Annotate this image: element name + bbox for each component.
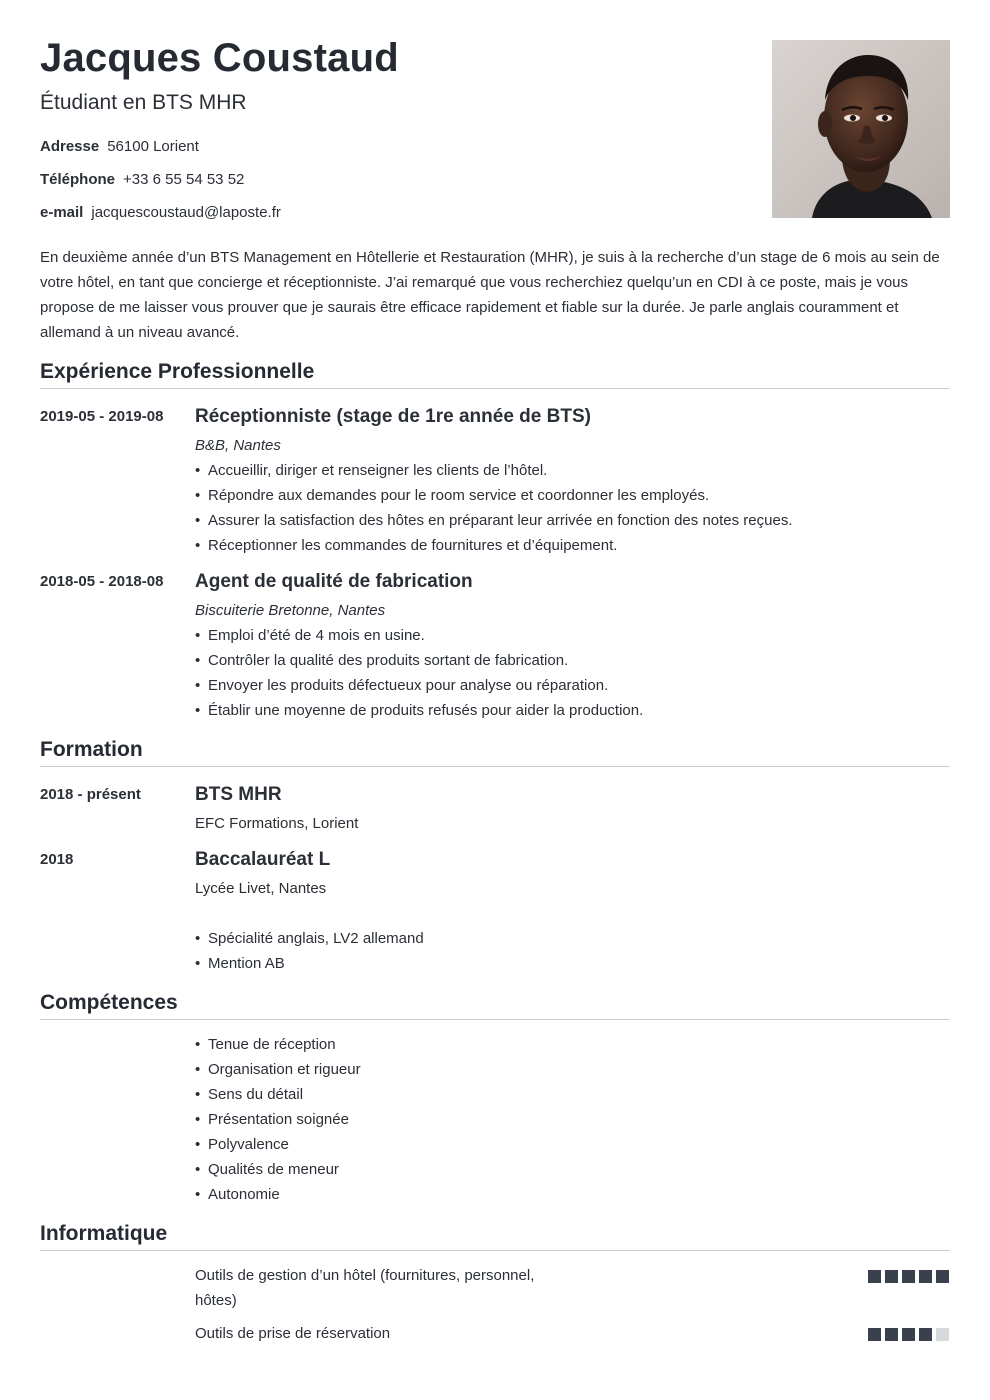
list-item: • Mention AB bbox=[195, 951, 424, 976]
contact-value: 56100 Lorient bbox=[107, 138, 199, 155]
contact-label: Adresse bbox=[40, 138, 100, 155]
contact-value: jacquescoustaud@laposte.fr bbox=[91, 204, 281, 221]
list-item: • Répondre aux demandes pour le room service et coordonner les employés. bbox=[195, 483, 793, 508]
list-item: • Contrôler la qualité des produits sortant de fabrication. bbox=[195, 648, 643, 673]
section-heading-experience: Expérience Professionnelle bbox=[40, 360, 950, 389]
experience-company: B&B, Nantes bbox=[195, 437, 281, 454]
experience-bullets bbox=[195, 458, 793, 558]
education-date: 2018 - présent bbox=[40, 786, 141, 803]
skill-item: • Tenue de réception bbox=[195, 1032, 361, 1057]
computing-skill-label: Outils de gestion d’un hôtel (fournitures, personnel, hôtes) bbox=[195, 1267, 535, 1309]
skill-item: • Organisation et rigueur bbox=[195, 1057, 361, 1082]
list-item: • Envoyer les produits défectueux pour analyse ou réparation. bbox=[195, 673, 643, 698]
experience-date: 2018-05 - 2018-08 bbox=[40, 573, 164, 590]
skill-rating bbox=[868, 1270, 949, 1283]
experience-title: Agent de qualité de fabrication bbox=[195, 571, 473, 592]
candidate-title: Étudiant en BTS MHR bbox=[40, 91, 247, 114]
education-school: EFC Formations, Lorient bbox=[195, 815, 359, 832]
skill-item: • Sens du détail bbox=[195, 1082, 361, 1107]
rating-square bbox=[919, 1328, 932, 1341]
rating-square bbox=[936, 1328, 949, 1341]
contact-phone bbox=[40, 171, 244, 188]
skill-item: • Présentation soignée bbox=[195, 1107, 361, 1132]
experience-bullets bbox=[195, 623, 643, 723]
skills-list bbox=[195, 1032, 361, 1207]
skill-rating bbox=[868, 1328, 949, 1341]
computing-skill-label: Outils de prise de réservation bbox=[195, 1325, 391, 1342]
rating-square bbox=[868, 1270, 881, 1283]
section-heading-education: Formation bbox=[40, 738, 950, 767]
list-item: • Réceptionner les commandes de fournitures et d’équipement. bbox=[195, 533, 793, 558]
experience-title: Réceptionniste (stage de 1re année de BTS) bbox=[195, 406, 591, 427]
contact-label: Téléphone bbox=[40, 171, 116, 188]
rating-square bbox=[902, 1270, 915, 1283]
rating-square bbox=[919, 1270, 932, 1283]
section-heading-computing: Informatique bbox=[40, 1222, 950, 1251]
skill-item: • Autonomie bbox=[195, 1182, 361, 1207]
portrait-image bbox=[772, 40, 950, 218]
skill-item: • Qualités de meneur bbox=[195, 1157, 361, 1182]
profile-summary: En deuxième année d’un BTS Management en Hôtellerie et Restauration (MHR), je suis à la recherche d’un stage de 6 mois au sein de votre hôtel, en tant que concierge et réceptionniste. J’ai remarqué que vous recherchiez quelqu’un en CDI à ce poste, mais je vous propose de me laisser vous prouver que je saurais être efficace rapidement et fiable sur la durée. Je parle anglais couramment et allemand à un niveau avancé. bbox=[40, 249, 940, 341]
profile-photo bbox=[772, 40, 950, 218]
candidate-name: Jacques Coustaud bbox=[40, 36, 399, 80]
contact-email bbox=[40, 204, 281, 221]
rating-square bbox=[936, 1270, 949, 1283]
rating-square bbox=[868, 1328, 881, 1341]
list-item: • Spécialité anglais, LV2 allemand bbox=[195, 926, 424, 951]
contact-value: +33 6 55 54 53 52 bbox=[123, 171, 245, 188]
experience-date: 2019-05 - 2019-08 bbox=[40, 408, 164, 425]
list-item: • Emploi d’été de 4 mois en usine. bbox=[195, 623, 643, 648]
contact-address bbox=[40, 138, 199, 155]
list-item: • Établir une moyenne de produits refusés pour aider la production. bbox=[195, 698, 643, 723]
contact-label: e-mail bbox=[40, 204, 84, 221]
list-item: • Accueillir, diriger et renseigner les clients de l’hôtel. bbox=[195, 458, 793, 483]
experience-company: Biscuiterie Bretonne, Nantes bbox=[195, 602, 386, 619]
rating-square bbox=[885, 1270, 898, 1283]
education-bullets bbox=[195, 926, 424, 976]
education-date: 2018 bbox=[40, 851, 74, 868]
rating-square bbox=[885, 1328, 898, 1341]
rating-square bbox=[902, 1328, 915, 1341]
section-heading-skills: Compétences bbox=[40, 991, 950, 1020]
skill-item: • Polyvalence bbox=[195, 1132, 361, 1157]
education-title: BTS MHR bbox=[195, 784, 282, 805]
education-title: Baccalauréat L bbox=[195, 849, 331, 870]
education-school: Lycée Livet, Nantes bbox=[195, 880, 327, 897]
list-item: • Assurer la satisfaction des hôtes en préparant leur arrivée en fonction des notes reçues. bbox=[195, 508, 793, 533]
